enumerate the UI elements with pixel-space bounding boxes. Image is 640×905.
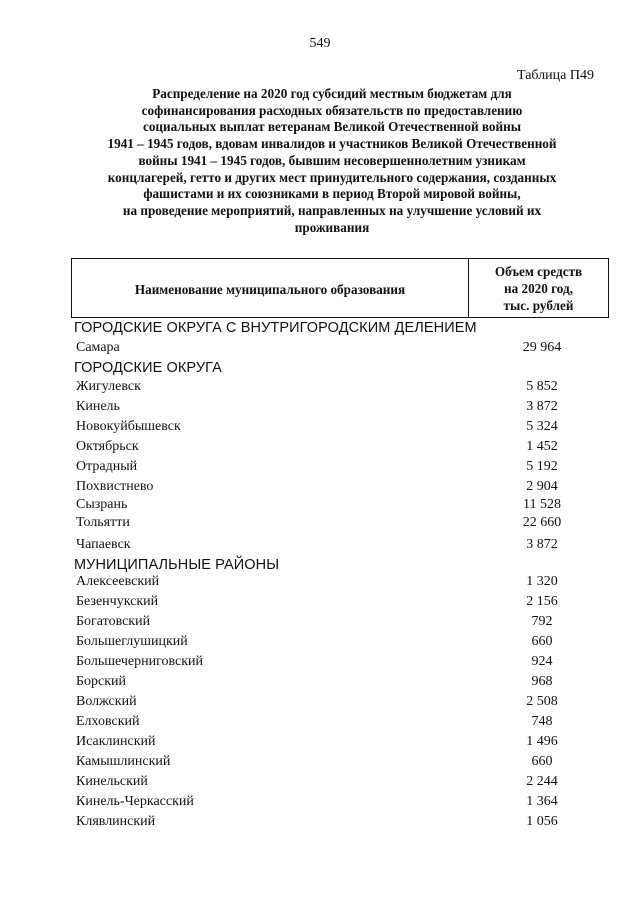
amount-value: 660 [531,754,553,769]
page-number: 549 [309,36,331,51]
title-line: 1941 – 1945 годов, вдовам инвалидов и участников Великой Отечественной [107,136,557,152]
amount-value: 748 [531,714,553,729]
municipality-name: Новокуйбышевск [76,419,181,434]
title-line: концлагерей, гетто и других мест принудительного содержания, созданных [107,169,557,185]
amount-value: 1 452 [526,439,558,454]
amount-value: 29 964 [522,340,562,355]
municipality-name: Чапаевск [76,537,131,552]
header-value-line: тыс. рублей [503,297,574,313]
document-title [62,86,602,236]
section-title: ГОРОДСКИЕ ОКРУГА [74,360,222,376]
amount-value: 3 872 [526,399,558,414]
municipality-name: Октябрьск [76,439,139,454]
section-title: МУНИЦИПАЛЬНЫЕ РАЙОНЫ [74,557,280,573]
header-value-line: на 2020 год, [503,280,573,296]
municipality-name: Волжский [76,694,137,709]
amount-value: 1 364 [526,794,558,809]
amount-value: 1 320 [526,574,558,589]
municipality-name: Сызрань [76,497,128,512]
table-label: Таблица П49 [517,68,594,83]
amount-value: 3 872 [526,537,558,552]
amount-value: 1 056 [526,814,558,829]
municipality-name: Кинель-Черкасский [76,794,194,809]
amount-value: 5 852 [526,379,558,394]
municipality-name: Кинельский [76,774,148,789]
amount-value: 2 508 [526,694,558,709]
section-title: ГОРОДСКИЕ ОКРУГА С ВНУТРИГОРОДСКИМ ДЕЛЕНИЕМ [74,320,477,336]
municipality-name: Большечерниговский [76,654,204,669]
amount-value: 968 [531,674,553,689]
municipality-name: Алексеевский [76,574,160,589]
table-header [71,258,609,318]
header-value-line: Объем средств [494,263,583,279]
amount-value: 2 244 [526,774,558,789]
amount-value: 1 496 [526,734,558,749]
amount-value: 5 324 [526,419,558,434]
municipality-name: Богатовский [76,614,151,629]
municipality-name: Камышлинский [76,754,171,769]
title-line: фашистами и их союзниками в период Второй мировой войны, [143,186,521,202]
amount-value: 22 660 [522,515,562,530]
title-line: на проведение мероприятий, направленных на улучшение условий их [122,202,542,218]
title-line: софинансирования расходных обязательств по предоставлению [141,102,523,118]
amount-value: 792 [531,614,553,629]
municipality-name: Безенчукский [76,594,159,609]
header-name-column: Наименование муниципального образования [134,282,406,297]
municipality-name: Отрадный [76,459,138,474]
municipality-name: Жигулевск [76,379,141,394]
amount-value: 660 [531,634,553,649]
municipality-name: Кинель [76,399,120,414]
amount-value: 2 904 [526,479,558,494]
municipality-name: Клявлинский [76,814,156,829]
title-line: Распределение на 2020 год субсидий местным бюджетам для [152,86,512,101]
municipality-name: Похвистнево [76,479,154,494]
municipality-name: Самара [76,340,120,355]
municipality-name: Тольятти [76,515,130,530]
title-line: социальных выплат ветеранам Великой Отечественной войны [142,119,522,135]
amount-value: 11 528 [523,497,561,512]
municipality-name: Борский [76,674,127,689]
title-line: войны 1941 – 1945 годов, бывшим несовершеннолетним узникам [138,152,526,168]
amount-value: 2 156 [526,594,558,609]
amount-value: 924 [531,654,553,669]
header-value-column [468,259,608,317]
municipality-name: Большеглушицкий [76,634,188,649]
municipality-name: Елховский [76,714,140,729]
municipality-name: Исаклинский [76,734,156,749]
title-line: проживания [294,219,370,235]
amount-value: 5 192 [526,459,558,474]
